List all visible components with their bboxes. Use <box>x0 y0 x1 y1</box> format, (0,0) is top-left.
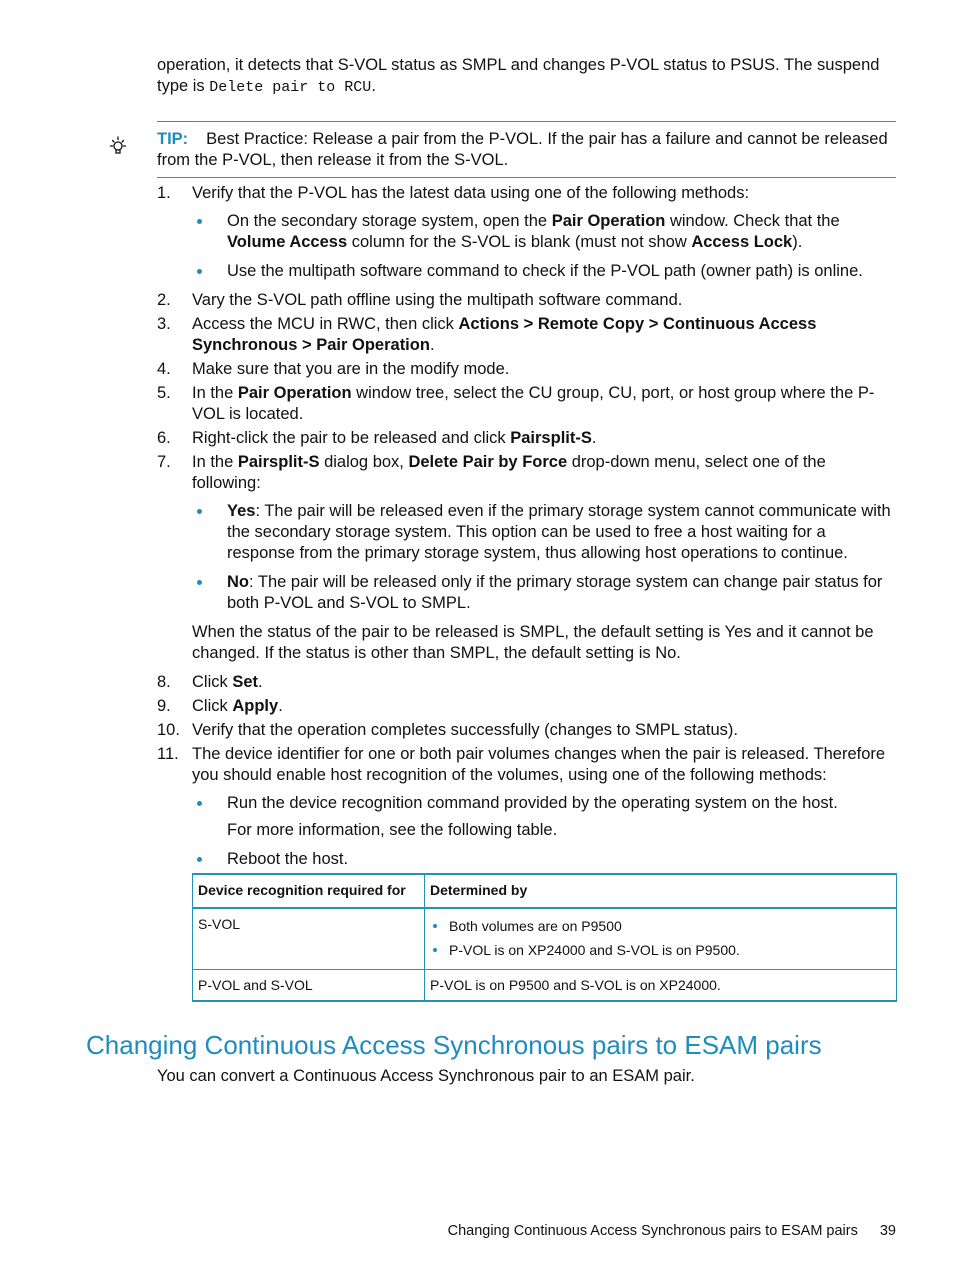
cell-text: P-VOL is on XP24000 and S-VOL is on P9500. <box>449 942 740 958</box>
step-text: . <box>258 673 263 691</box>
table-row <box>193 970 897 1002</box>
step-text: Click <box>192 697 233 715</box>
step-text: In the <box>192 453 238 471</box>
step-bold: Set <box>232 673 259 691</box>
bullet-text: Use the multipath software command to check if the P-VOL path (owner path) is online. <box>227 262 863 280</box>
intro-text: operation, it detects that S-VOL status as SMPL and changes P-VOL status to PSUS. The suspend type is <box>157 56 880 95</box>
tip-text: Best Practice: Release a pair from the P-VOL. If the pair has a failure and cannot be released from the P-VOL, then release it from the S-VOL. <box>157 130 888 169</box>
step-7-bullets <box>192 501 897 614</box>
column-header: Determined by <box>425 874 897 908</box>
step-bold: Delete Pair by Force <box>408 453 568 471</box>
step-bold: Apply <box>232 697 279 715</box>
bullet-bold: Access Lock <box>691 233 793 251</box>
section-text: You can convert a Continuous Access Synchronous pair to an ESAM pair. <box>157 1067 695 1085</box>
step-number: 3. <box>157 315 171 333</box>
intro-paragraph <box>157 55 897 98</box>
footer-title: Changing Continuous Access Synchronous pairs to ESAM pairs <box>447 1223 858 1239</box>
step-text: . <box>278 697 283 715</box>
step-number: 2. <box>157 291 171 309</box>
step-number: 8. <box>157 673 171 691</box>
bullet-icon <box>197 219 202 224</box>
bullet-text: column for the S-VOL is blank (must not show <box>347 233 692 251</box>
table-cell: P-VOL and S-VOL <box>193 970 425 1002</box>
step-bold: Pair Operation <box>237 384 352 402</box>
bullet-text: window. Check that the <box>665 212 840 230</box>
step-4 <box>157 359 897 380</box>
bullet-icon <box>197 857 202 862</box>
step-number: 6. <box>157 429 171 447</box>
step-7 <box>157 452 897 664</box>
bullet-icon <box>197 580 202 585</box>
step-text: Make sure that you are in the modify mode. <box>192 360 510 378</box>
step-text: Verify that the operation completes successfully (changes to SMPL status). <box>192 721 738 739</box>
bullet-bold: No <box>227 573 249 591</box>
bullet-icon <box>197 801 202 806</box>
bullet-icon <box>433 924 437 928</box>
table-cell <box>425 908 897 970</box>
step-number: 4. <box>157 360 171 378</box>
menu-path: Actions > Remote Copy > Continuous Access Synchronous > Pair Operation <box>192 315 817 354</box>
list-item <box>192 793 897 841</box>
step-11-bullets <box>192 793 897 870</box>
step-number: 11. <box>157 745 179 763</box>
tip-box <box>157 121 896 178</box>
bullet-subtext: For more information, see the following table. <box>227 821 558 839</box>
step-text: In the <box>192 384 238 402</box>
step-text: Vary the S-VOL path offline using the multipath software command. <box>192 291 683 309</box>
table-cell: S-VOL <box>193 908 425 970</box>
table-header-row <box>193 874 897 908</box>
step-8 <box>157 672 897 693</box>
table-cell: P-VOL is on P9500 and S-VOL is on XP24000. <box>425 970 897 1002</box>
page-footer <box>448 1221 896 1242</box>
bullet-bold: Pair Operation <box>551 212 666 230</box>
step-text: . <box>591 429 597 447</box>
list-item <box>192 849 897 870</box>
step-text: The device identifier for one or both pair volumes changes when the pair is released. Therefore you should enable host recognition of the volumes, using one of the following methods: <box>192 745 886 784</box>
procedure-steps <box>157 183 897 878</box>
step-1 <box>157 183 897 282</box>
lightbulb-icon <box>108 135 128 157</box>
bullet-icon <box>197 269 202 274</box>
list-item <box>430 940 891 960</box>
bullet-bold: Volume Access <box>227 233 348 251</box>
step-2 <box>157 290 897 311</box>
step-text: Verify that the P-VOL has the latest data using one of the following methods: <box>192 184 750 202</box>
list-item <box>192 572 897 614</box>
step-number: 10. <box>157 721 180 739</box>
step-number: 5. <box>157 384 171 402</box>
step-text: Click <box>192 673 233 691</box>
bullet-text: : The pair will be released even if the primary storage system cannot communicate with the secondary storage system. This option can be used to free a host waiting for a response from the primary storage system, thus allowing host operations to continue. <box>227 502 891 562</box>
intro-end: . <box>371 77 376 95</box>
list-item <box>192 261 897 282</box>
step-text: Access the MCU in RWC, then click <box>192 315 459 333</box>
list-item <box>430 916 891 936</box>
step-5 <box>157 383 897 425</box>
device-recognition-table <box>192 873 897 1002</box>
step-bold: Pairsplit-S <box>237 453 320 471</box>
step-number: 7. <box>157 453 171 471</box>
step-1-bullets <box>192 211 897 282</box>
step-11 <box>157 744 897 870</box>
bullet-text: Run the device recognition command provided by the operating system on the host. <box>227 794 838 812</box>
step-number: 9. <box>157 697 171 715</box>
list-item <box>192 211 897 253</box>
tip-label: TIP: <box>157 130 189 148</box>
cell-list <box>430 916 891 960</box>
step-number: 1. <box>157 184 171 202</box>
step-text: . <box>429 336 435 354</box>
step-text: window tree, select the CU group, CU, port, or host group where the P-VOL is located. <box>192 384 875 423</box>
intro-code: Delete pair to RCU <box>209 79 372 96</box>
step-text: Right-click the pair to be released and click <box>192 429 511 447</box>
page-number: 39 <box>879 1223 896 1239</box>
section-heading: Changing Continuous Access Synchronous pairs to ESAM pairs <box>86 1030 822 1060</box>
step-7-note: When the status of the pair to be released is SMPL, the default setting is Yes and it cannot be changed. If the status is other than SMPL, the default setting is No. <box>192 623 874 662</box>
bullet-text: On the secondary storage system, open the <box>227 212 552 230</box>
bullet-text: ). <box>792 233 803 251</box>
step-bold: Pairsplit-S <box>510 429 592 447</box>
bullet-icon <box>197 509 202 514</box>
list-item <box>192 501 897 564</box>
bullet-bold: Yes <box>227 502 256 520</box>
bullet-icon <box>433 948 437 952</box>
step-3 <box>157 314 897 356</box>
step-9 <box>157 696 897 717</box>
column-header: Device recognition required for <box>193 874 425 908</box>
table-row <box>193 908 897 970</box>
bullet-text: Reboot the host. <box>227 850 349 868</box>
cell-text: Both volumes are on P9500 <box>449 918 622 934</box>
step-6 <box>157 428 897 449</box>
step-text: drop-down menu, select one of the following: <box>192 453 826 492</box>
step-text: dialog box, <box>319 453 409 471</box>
bullet-text: : The pair will be released only if the primary storage system can change pair status for both P-VOL and S-VOL to SMPL. <box>227 573 883 612</box>
step-10 <box>157 720 897 741</box>
